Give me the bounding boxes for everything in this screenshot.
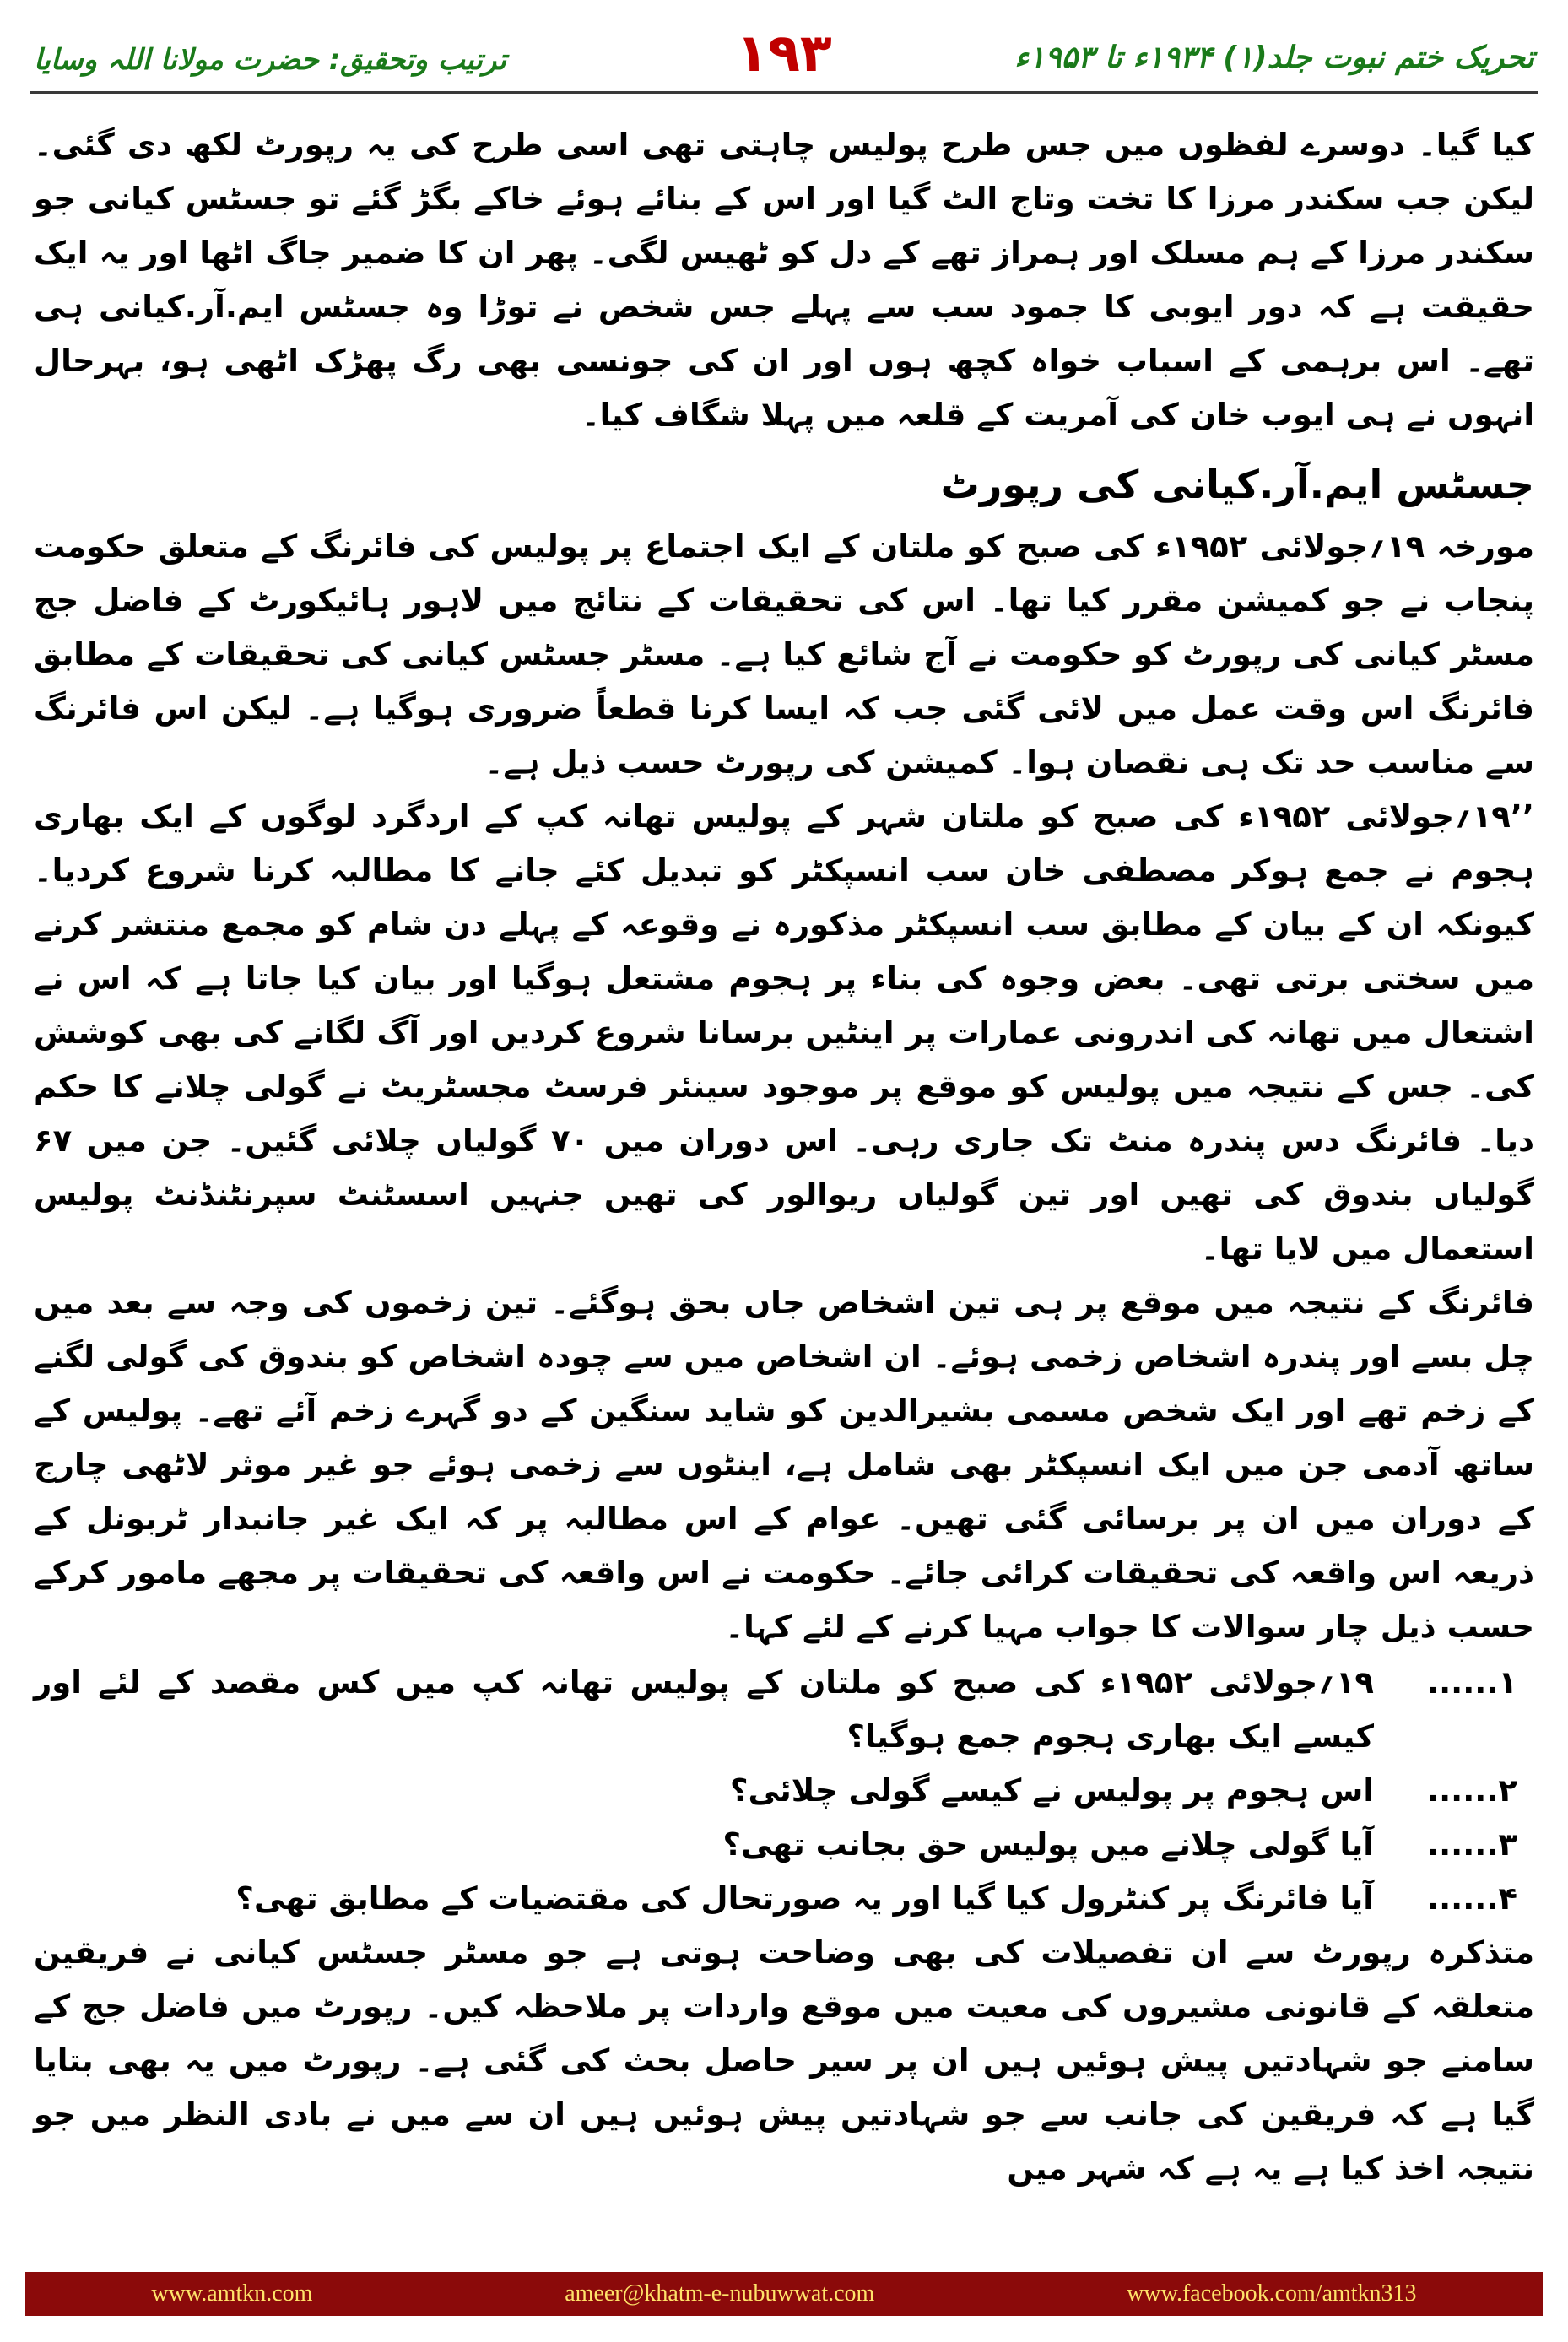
book-title: تحریک ختم نبوت جلد(۱): [1223, 41, 1534, 75]
section-heading: جسٹس ایم.آر.کیانی کی رپورٹ: [940, 462, 1534, 507]
question-text: آیا گولی چلانے میں پولیس حق بجانب تھی؟: [722, 1826, 1374, 1863]
list-item: [34, 1656, 1534, 1764]
list-item: [34, 1872, 1534, 1926]
question-number: ۴......: [1427, 1880, 1517, 1917]
page-footer: [25, 2272, 1543, 2316]
paragraph-2: ’’۱۹؍جولائی ۱۹۵۲ء کی صبح کو ملتان شہر کے پولیس تھانہ کپ کے اردگرد لوگوں کے ایک بھاری ہجوم نے جمع ہوکر مصطفی خان سب انسپکٹر کو تبدیل کئے جانے کا مطالبہ کرنا شروع کردیا۔ کیونکہ ان کے بیان کے مطابق سب انسپکٹر مذکورہ نے وقوعہ کے پہلے دن شام کو مجمع منتشر کرنے میں سختی برتی تھی۔ بعض وجوہ کی بناء پر ہجوم مشتعل ہوگیا اور بیان کیا جاتا ہے کہ اس نے اشتعال میں تھانہ کی اندرونی عمارات پر اینٹیں برسانا شروع کردیں اور آگ لگانے کی بھی کوشش کی۔ جس کے نتیجہ میں پولیس کو موقع پر موجود سینئر فرسٹ مجسٹریٹ نے گولی چلانے کا حکم دیا۔ فائرنگ دس پندرہ منٹ تک جاری رہی۔ اس دوران میں ۷۰ گولیاں چلائی گئیں۔ جن میں ۶۷ گولیاں بندوق کی تھیں اور تین گولیاں ریوالور کی تھیں جنہیں اسسٹنٹ سپرنٹنڈنٹ پولیس استعمال میں لایا تھا۔: [34, 798, 1534, 1267]
paragraph-4: متذکرہ رپورٹ سے ان تفصیلات کی بھی وضاحت ہوتی ہے جو مسٹر جسٹس کیانی نے فریقین متعلقہ کے قانونی مشیروں کی معیت میں موقع واردات پر ملاحظہ کیں۔ رپورٹ میں فاضل جج کے سامنے جو شہادتیں پیش ہوئیں ہیں ان پر سیر حاصل بحث کی گئی ہے۔ رپورٹ میں یہ بھی بتایا گیا ہے کہ فریقین کی جانب سے جو شہادتیں پیش ہوئیں ہیں ان سے میں نے بادی النظر میں جو نتیجہ اخذ کیا ہے یہ ہے کہ شہر میں: [34, 1934, 1534, 2187]
page-body: [34, 118, 1534, 2187]
compiler-credit: ترتیب وتحقیق: حضرت مولانا اللہ وسایا: [34, 43, 507, 77]
question-number: ۱......: [1427, 1664, 1517, 1701]
question-number: ۳......: [1427, 1826, 1517, 1863]
page-number: ۱۹۳: [736, 22, 832, 84]
list-item: [34, 1818, 1534, 1872]
facebook-link[interactable]: www.facebook.com/amtkn313: [1127, 2280, 1417, 2307]
paragraph-3: فائرنگ کے نتیجہ میں موقع پر ہی تین اشخاص جاں بحق ہوگئے۔ تین زخموں کی وجہ سے بعد میں چل بسے اور پندرہ اشخاص زخمی ہوئے۔ ان اشخاص میں سے چودہ اشخاص کو بندوق کی گولی لگنے کے زخم تھے اور ایک شخص مسمی بشیرالدین کو شاید سنگین کے دو گہرے زخم آئے تھے۔ پولیس کے ساتھ آدمی جن میں ایک انسپکٹر بھی شامل ہے، اینٹوں سے زخمی ہوئے جو غیر موثر لاٹھی چارج کے دوران میں ان پر برسائی گئی تھیں۔ عوام کے اس مطالبہ پر کہ ایک غیر جانبدار ٹربونل کے ذریعہ اس واقعہ کی تحقیقات کرائی جائے۔ حکومت نے اس واقعہ کی تحقیقات پر مجھے مامور کرکے حسب ذیل چار سوالات کا جواب مہیا کرنے کے لئے کہا۔: [34, 1285, 1534, 1645]
email-link[interactable]: ameer@khatm-e-nubuwwat.com: [565, 2280, 875, 2307]
question-list: [34, 1656, 1534, 1926]
question-number: ۲......: [1427, 1772, 1517, 1809]
list-item: [34, 1764, 1534, 1818]
paragraph-1: مورخہ ۱۹؍جولائی ۱۹۵۲ء کی صبح کو ملتان کے ایک اجتماع پر پولیس کی فائرنگ کے متعلق حکومت پنجاب نے جو کمیشن مقرر کیا تھا۔ اس کی تحقیقات کے نتائج میں لاہور ہائیکورٹ کے فاضل جج مسٹر کیانی کی رپورٹ کو حکومت نے آج شائع کیا ہے۔ مسٹر جسٹس کیانی کی تحقیقات کے مطابق فائرنگ اس وقت عمل میں لائی گئی جب کہ ایسا کرنا قطعاً ضروری ہوگیا ہے۔ لیکن اس فائرنگ سے مناسب حد تک ہی نقصان ہوا۔ کمیشن کی رپورٹ حسب ذیل ہے۔: [34, 528, 1534, 781]
page-header: [25, 17, 1543, 97]
header-divider: [30, 91, 1538, 94]
question-text: ۱۹؍جولائی ۱۹۵۲ء کی صبح کو ملتان کے پولیس تھانہ کپ میں کس مقصد کے لئے اور کیسے ایک بھاری ہجوم جمع ہوگیا؟: [34, 1664, 1375, 1755]
year-range: ۱۹۳۴ء تا ۱۹۵۳ء: [1014, 41, 1213, 75]
question-text: آیا فائرنگ پر کنٹرول کیا گیا اور یہ صورتحال کی مقتضیات کے مطابق تھی؟: [235, 1880, 1374, 1917]
website-link[interactable]: www.amtkn.com: [151, 2280, 313, 2307]
question-text: اس ہجوم پر پولیس نے کیسے گولی چلائی؟: [730, 1772, 1374, 1809]
intro-paragraph: کیا گیا۔ دوسرے لفظوں میں جس طرح پولیس چاہتی تھی اسی طرح کی یہ رپورٹ لکھ دی گئی۔ لیکن جب سکندر مرزا کا تخت وتاج الٹ گیا اور اس کے بنائے ہوئے خاکے بگڑ گئے تو جسٹس کیانی جو سکندر مرزا کے ہم مسلک اور ہمراز تھے کے دل کو ٹھیس لگی۔ پھر ان کا ضمیر جاگ اٹھا اور یہ ایک حقیقت ہے کہ دور ایوبی کا جمود سب سے پہلے جس شخص نے توڑا وہ جسٹس ایم.آر.کیانی ہی تھے۔ اس برہمی کے اسباب خواہ کچھ ہوں اور ان کی جونسی بھی رگ پھڑک اٹھی ہو، بہرحال انہوں نے ہی ایوب خان کی آمریت کے قلعہ میں پہلا شگاف کیا۔: [34, 127, 1534, 433]
